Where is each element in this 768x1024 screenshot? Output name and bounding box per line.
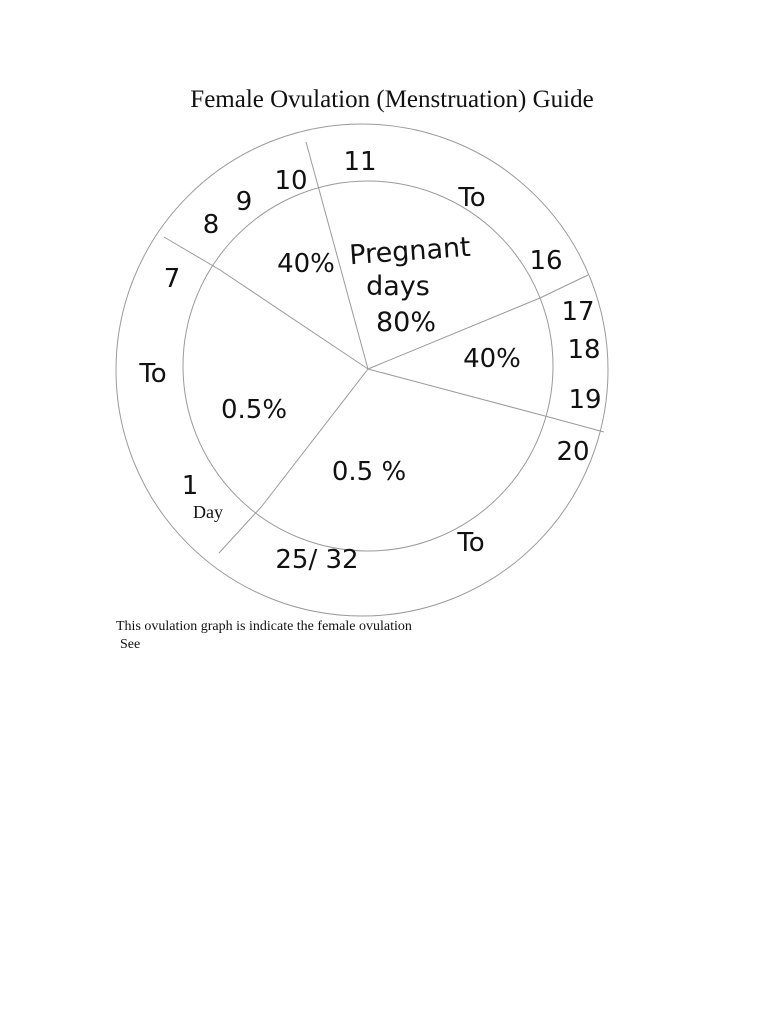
day-20: 20 (556, 437, 590, 467)
spoke-lower-right (368, 369, 545, 416)
day-19: 19 (568, 385, 602, 415)
day-1: 1 (181, 471, 199, 501)
day-18: 18 (567, 335, 601, 365)
day-9: 9 (235, 187, 253, 217)
spoke-upper-left (220, 270, 368, 369)
outer-ring (116, 124, 608, 616)
day-11: 11 (343, 147, 377, 177)
day-10: 10 (274, 166, 308, 196)
caption-line-2: See (120, 637, 141, 652)
to-left: To (139, 359, 167, 389)
label-days: days (366, 271, 430, 302)
page-title: Female Ovulation (Menstruation) Guide (190, 86, 594, 113)
divider-outer-upper-right (540, 275, 588, 298)
to-bottom: To (457, 528, 485, 558)
label-pregnant-percent: 80% (375, 307, 437, 338)
spoke-top (323, 204, 368, 369)
day-16: 16 (529, 246, 563, 276)
divider-outer-top (306, 142, 323, 204)
divider-outer-lower-right (545, 416, 604, 432)
day-word: Day (193, 502, 223, 522)
label-right-percent: 40% (463, 344, 521, 374)
day-17: 17 (561, 297, 595, 327)
caption-line-1: This ovulation graph is indicate the female ovulation (116, 619, 412, 634)
day-7: 7 (163, 264, 181, 294)
day-25-32: 25/ 32 (275, 545, 359, 575)
to-top: To (458, 183, 486, 213)
label-bottom-percent: 0.5 % (331, 457, 407, 487)
label-pregnant: Pregnant (348, 231, 472, 272)
label-upper-left-percent: 40% (277, 249, 335, 279)
label-left-percent: 0.5% (220, 395, 288, 425)
divider-outer-lower-left (219, 506, 262, 553)
day-8: 8 (202, 210, 220, 240)
